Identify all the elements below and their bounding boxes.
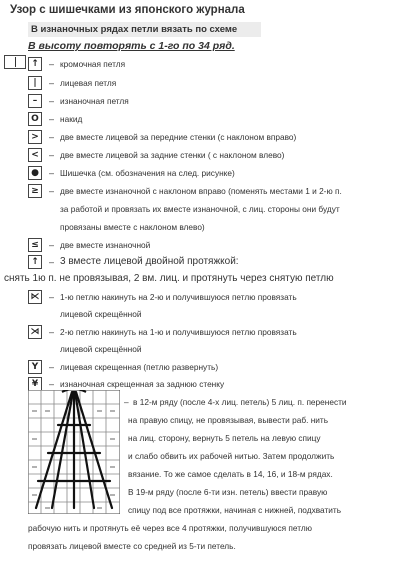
- legend-dash: –: [49, 78, 55, 88]
- legend-dash: –: [49, 379, 55, 389]
- legend-text: две вместе изнаночной: [60, 240, 151, 250]
- paragraph-line: провязать лицевой вместе со средней из 5-ти петель.: [28, 541, 236, 551]
- paragraph-line: вязание. То же самое сделать в 14, 16, и 18-м рядах.: [128, 469, 333, 479]
- legend-text: лицевая петля: [60, 78, 117, 88]
- legend-dash: –: [49, 96, 55, 106]
- cross-left-symbol: ⋉: [28, 290, 42, 304]
- legend-dash: –: [49, 59, 55, 69]
- repeat-note: В высоту повторять с 1-го по 34 ряд.: [28, 40, 235, 52]
- legend-text-continued: лицевой скрещённой: [60, 344, 142, 354]
- legend-text-continued: провязаны вместе с наклоном влево): [60, 222, 205, 232]
- pattern-title: Узор с шишечками из японского журнала: [10, 4, 245, 16]
- side-marker: [4, 55, 26, 69]
- legend-text: изнаночная петля: [60, 96, 129, 106]
- paragraph-line: и слабо обвить их рабочей нитью. Затем продолжить: [128, 451, 335, 461]
- legend-text: накид: [60, 114, 83, 124]
- paragraph-line: на правую спицу, не провязывая, вывести раб. нить: [128, 415, 329, 425]
- bobble-symbol: ●: [28, 166, 42, 180]
- paragraph-line: на лиц. сторону, вернуть 5 петель на левую спицу: [128, 433, 321, 443]
- legend-text-continued: за работой и провязать их вместе изнаночной, с лиц. стороны они будут: [60, 204, 340, 214]
- legend-text: две вместе изнаночной с наклоном вправо (поменять местами 1 и 2-ю п.: [60, 186, 342, 196]
- paragraph-line: рабочую нить и протянуть её через все 4 протяжки, получившуюся петлю: [28, 523, 312, 533]
- k2tog-left-symbol: <: [28, 148, 42, 162]
- paragraph-line: В 19-м ряду (после 6-ти изн. петель) ввести правую: [128, 487, 328, 497]
- legend-dash: –: [49, 132, 55, 142]
- legend-dash: –: [49, 362, 55, 372]
- k3tog-symbol: ↑: [28, 255, 42, 269]
- legend-text: изнаночная скрещенная за заднюю стенку: [60, 379, 225, 389]
- legend-text-continued: снять 1ю п. не провязывая, 2 вм. лиц. и протянуть через снятую петлю: [4, 273, 334, 284]
- legend-text: 3 вместе лицевой двойной протяжкой:: [60, 256, 239, 267]
- paragraph-line: в 12-м ряду (после 4-х лиц. петель) 5 лиц. п. перенести: [133, 397, 347, 407]
- subtitle-bar: В изнаночных рядах петли вязать по схеме: [28, 22, 261, 37]
- legend-dash: –: [49, 168, 55, 178]
- purl-stitch-symbol: –: [28, 94, 42, 108]
- legend-dash: –: [49, 114, 55, 124]
- legend-text: Шишечка (см. обозначения на след. рисунке): [60, 168, 235, 178]
- twisted-purl-symbol: ¥: [28, 377, 42, 391]
- p2tog-right-symbol: ≥: [28, 184, 42, 198]
- p2tog-symbol: ≤: [28, 238, 42, 252]
- legend-text: 1-ю петлю накинуть на 2-ю и получившуюся петлю провязать: [60, 292, 297, 302]
- legend-dash: –: [49, 186, 55, 196]
- paragraph-dash: –: [124, 397, 129, 407]
- wrapped-stitches-chart: [28, 390, 120, 514]
- selvage-stitch-symbol: ↑: [28, 57, 42, 71]
- legend-text: кромочная петля: [60, 59, 126, 69]
- legend-dash: –: [49, 292, 55, 302]
- twisted-knit-symbol: Y: [28, 360, 42, 374]
- yarn-over-symbol: O: [28, 112, 42, 126]
- legend-text: лицевая скрещенная (петлю развернуть): [60, 362, 219, 372]
- legend-text: две вместе лицевой за задние стенки ( с наклоном влево): [60, 150, 285, 160]
- legend-text-continued: лицевой скрещённой: [60, 309, 142, 319]
- legend-text: 2-ю петлю накинуть на 1-ю и получившуюся петлю провязать: [60, 327, 297, 337]
- legend-dash: –: [49, 150, 55, 160]
- knit-stitch-symbol: |: [28, 76, 42, 90]
- legend-dash: –: [49, 327, 55, 337]
- legend-dash: –: [49, 257, 55, 267]
- k2tog-right-symbol: >: [28, 130, 42, 144]
- legend-dash: –: [49, 240, 55, 250]
- cross-right-symbol: ⋊: [28, 325, 42, 339]
- legend-text: две вместе лицевой за передние стенки (с наклоном вправо): [60, 132, 297, 142]
- paragraph-line: спицу под все протяжки, начиная с нижней, подхватить: [128, 505, 342, 515]
